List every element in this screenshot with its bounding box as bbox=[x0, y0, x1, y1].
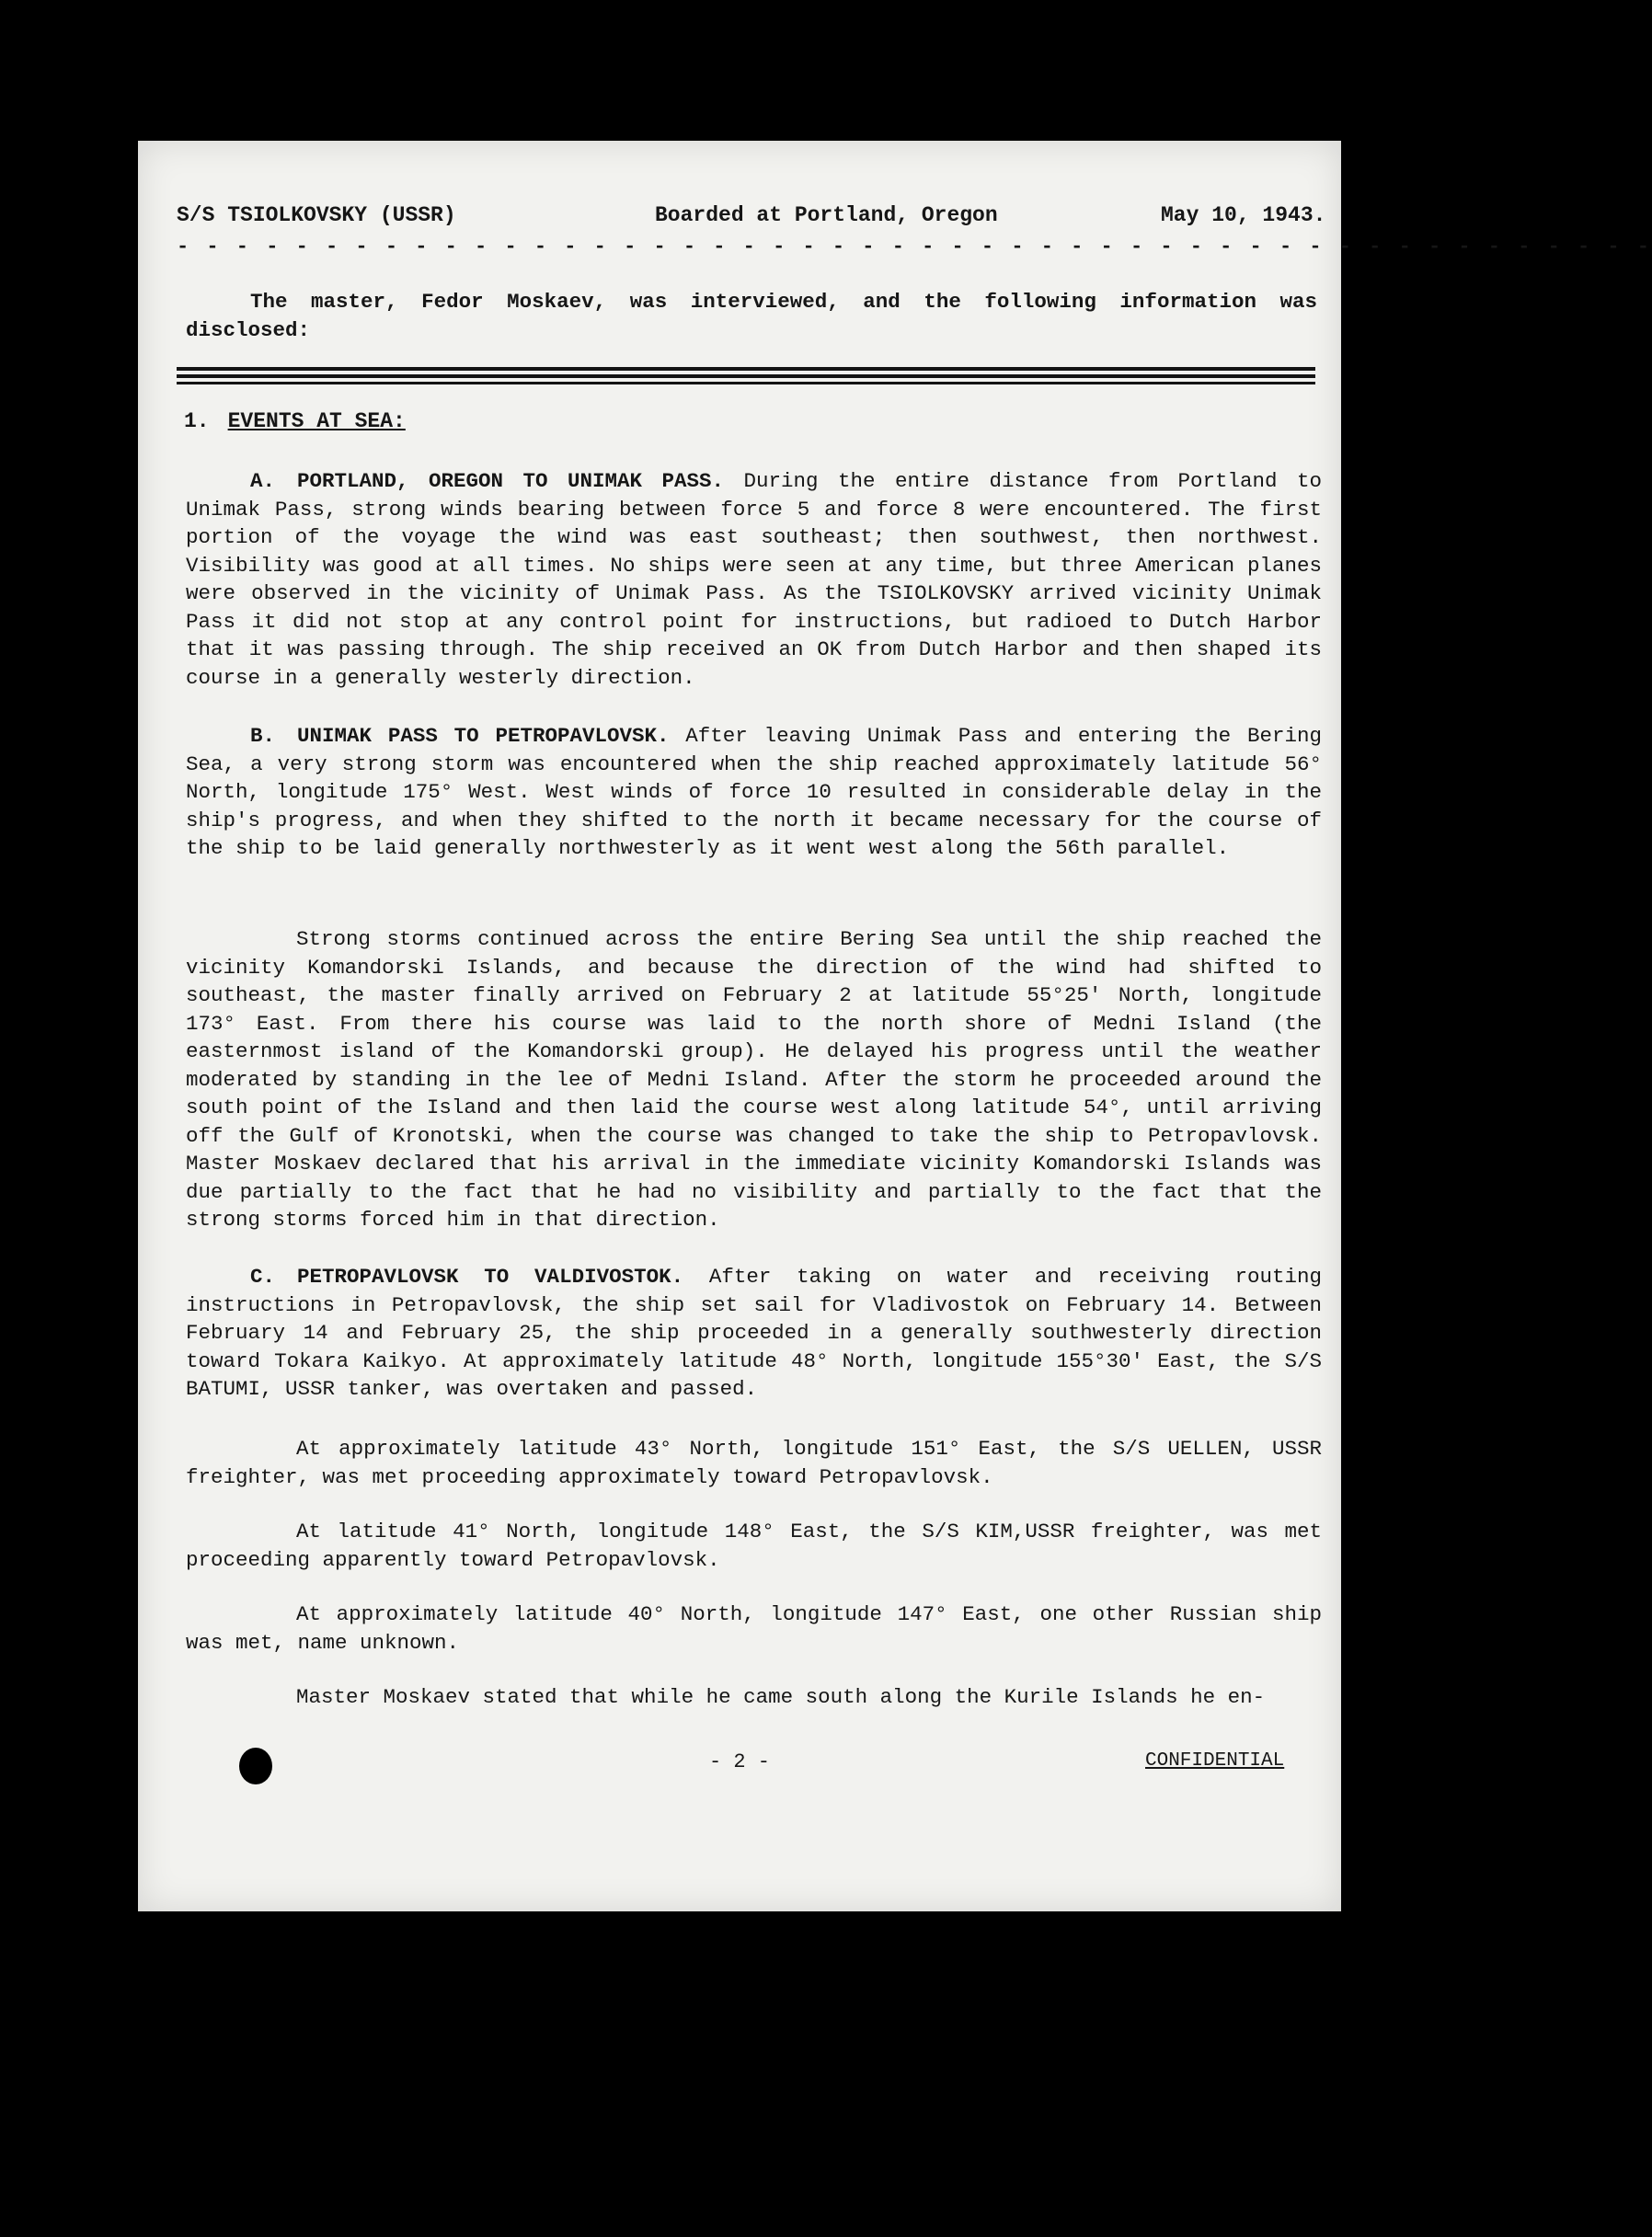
paragraph-b-continued: Strong storms continued across the entire Bering Sea until the ship reached the vicinity Komandorski Islands, and because the direction of the wind had shifted to southeast, the master finally arrived on February 2 at latitude 55°25' North, longitude 173° East. From there his course was laid to the north shore of Medni Island (the easternmost island of the Komandorski group). He delayed his progress until the weather moderated by standing in the lee of Medni Island. After the storm he proceeded around the south point of the Island and then laid the course west along latitude 54°, until arriving off the Gulf of Kronotski, when the course was changed to take the ship to Petropavlovsk. Master Moskaev declared that his arrival in the immediate vicinity Komandorski Islands was due partially to the fact that he had no visibility and partially to the fact that the strong storms forced him in that direction. bbox=[186, 927, 1322, 1232]
dashed-divider: - - - - - - - - - - - - - - - - - - - - - - - - - - - - - - - - - - - - - - - - - - - - - - - - - - bbox=[177, 235, 1652, 258]
paragraph-lead: PORTLAND, OREGON TO UNIMAK PASS. bbox=[297, 469, 725, 493]
paragraph-c-uellen: At approximately latitude 43° North, longitude 151° East, the S/S UELLEN, USSR freighter, was met proceeding approximately toward Petropavlovsk. bbox=[186, 1437, 1322, 1489]
divider-rule bbox=[177, 367, 1315, 371]
paragraph-lead: UNIMAK PASS TO PETROPAVLOVSK. bbox=[297, 724, 670, 748]
section-number: 1. bbox=[184, 409, 210, 433]
intro-paragraph: The master, Fedor Moskaev, was interviewed, and the following information was disclosed: bbox=[186, 290, 1317, 342]
divider-rule bbox=[177, 382, 1315, 384]
ship-name: S/S TSIOLKOVSKY (USSR) bbox=[177, 203, 456, 227]
document-page bbox=[138, 141, 1652, 1911]
paragraph-a bbox=[186, 467, 1322, 692]
paragraph-c-kim: At latitude 41° North, longitude 148° East, the S/S KIM,USSR freighter, was met proceeding apparently toward Petropavlovsk. bbox=[186, 1520, 1322, 1572]
paragraph-letter: C. bbox=[250, 1265, 276, 1289]
divider-rule bbox=[177, 374, 1315, 378]
paragraph-lead: PETROPAVLOVSK TO VALDIVOSTOK. bbox=[297, 1265, 684, 1289]
section-heading bbox=[184, 409, 406, 433]
paragraph-body: After leaving Unimak Pass and entering the Bering Sea, a very strong storm was encountered when the ship reached approximately latitude 56° North, longitude 175° West. West winds of force 10 resulted in considerable delay in the ship's progress, and when they shifted to the north it became necessary for the course of the ship to be laid generally northwesterly as it went west along the 56th parallel. bbox=[186, 724, 1322, 860]
paragraph-c-kurile: Master Moskaev stated that while he came south along the Kurile Islands he en- bbox=[296, 1685, 1266, 1709]
section-title: EVENTS AT SEA: bbox=[227, 409, 406, 433]
paragraph-b bbox=[186, 722, 1322, 863]
boarding-location: Boarded at Portland, Oregon bbox=[655, 203, 998, 227]
paragraph-body: During the entire distance from Portland to Unimak Pass, strong winds bearing between force 5 and force 8 were encountered. The first portion of the voyage the wind was east southeast; then southwest, then northwest. Visibility was good at all times. No ships were seen at any time, but three American planes were observed in the vicinity of Unimak Pass. As the TSIOLKOVSKY arrived vicinity Unimak Pass it did not stop at any control point for instructions, but radioed to Dutch Harbor that it was passing through. The ship received an OK from Dutch Harbor and then shaped its course in a generally westerly direction. bbox=[186, 469, 1322, 690]
report-date: May 10, 1943. bbox=[1161, 203, 1326, 227]
paragraph-body: After taking on water and receiving routing instructions in Petropavlovsk, the ship set sail for Vladivostok on February 14. Between February 14 and February 25, the ship proceeded in a generally southwesterly direction toward Tokara Kaikyo. At approximately latitude 48° North, longitude 155°30' East, the S/S BATUMI, USSR tanker, was overtaken and passed. bbox=[186, 1265, 1322, 1401]
paragraph-c-unknown-ship: At approximately latitude 40° North, longitude 147° East, one other Russian ship was met, name unknown. bbox=[186, 1602, 1322, 1655]
paragraph-c bbox=[186, 1263, 1322, 1404]
classification-mark: CONFIDENTIAL bbox=[1145, 1750, 1285, 1772]
paragraph-letter: B. bbox=[250, 724, 276, 748]
document-header bbox=[177, 203, 1326, 235]
page-number: - 2 - bbox=[708, 1750, 770, 1773]
paragraph-letter: A. bbox=[250, 469, 276, 493]
